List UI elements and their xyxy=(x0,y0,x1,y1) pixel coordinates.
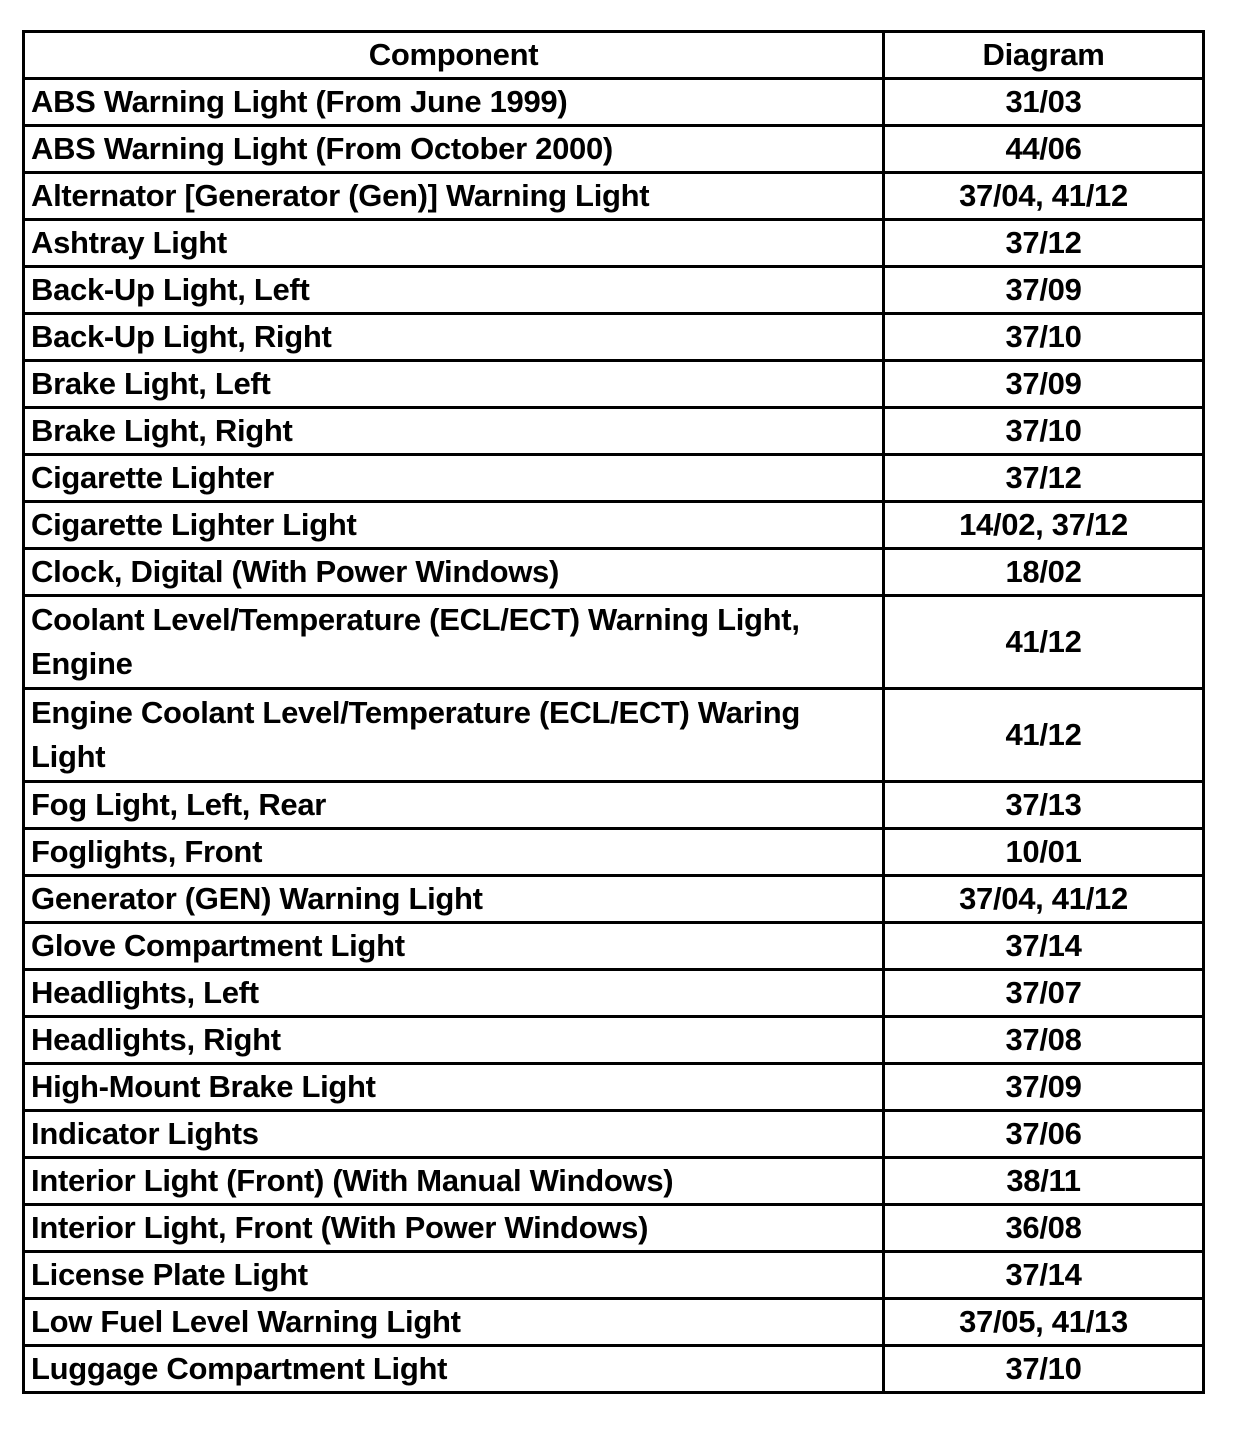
component-cell: Back-Up Light, Right xyxy=(24,314,884,361)
component-cell: Coolant Level/Temperature (ECL/ECT) Warning Light, Engine xyxy=(24,596,884,689)
component-cell: Luggage Compartment Light xyxy=(24,1346,884,1393)
table-row xyxy=(24,220,1204,267)
diagram-cell: 37/09 xyxy=(884,361,1204,408)
table-row xyxy=(24,829,1204,876)
table-row xyxy=(24,1205,1204,1252)
diagram-cell: 37/09 xyxy=(884,267,1204,314)
component-cell: License Plate Light xyxy=(24,1252,884,1299)
table-row xyxy=(24,126,1204,173)
diagram-cell: 37/10 xyxy=(884,1346,1204,1393)
table-row xyxy=(24,1299,1204,1346)
diagram-cell: 37/04, 41/12 xyxy=(884,173,1204,220)
component-cell: Cigarette Lighter Light xyxy=(24,502,884,549)
table-row xyxy=(24,1158,1204,1205)
component-cell: Indicator Lights xyxy=(24,1111,884,1158)
diagram-cell: 41/12 xyxy=(884,596,1204,689)
table-row xyxy=(24,1017,1204,1064)
diagram-cell: 18/02 xyxy=(884,549,1204,596)
table-row xyxy=(24,1252,1204,1299)
diagram-cell: 10/01 xyxy=(884,829,1204,876)
table-row xyxy=(24,502,1204,549)
component-cell: ABS Warning Light (From October 2000) xyxy=(24,126,884,173)
table-row xyxy=(24,267,1204,314)
table-row xyxy=(24,689,1204,782)
table-row xyxy=(24,361,1204,408)
table-header-row xyxy=(24,32,1204,79)
table-row xyxy=(24,596,1204,689)
table-row xyxy=(24,79,1204,126)
component-cell: Cigarette Lighter xyxy=(24,455,884,502)
table-body xyxy=(24,79,1204,1393)
component-cell: Headlights, Right xyxy=(24,1017,884,1064)
diagram-cell: 37/10 xyxy=(884,314,1204,361)
diagram-cell: 37/12 xyxy=(884,455,1204,502)
diagram-cell: 31/03 xyxy=(884,79,1204,126)
table-row xyxy=(24,923,1204,970)
diagram-cell: 41/12 xyxy=(884,689,1204,782)
diagram-cell: 37/04, 41/12 xyxy=(884,876,1204,923)
diagram-cell: 37/07 xyxy=(884,970,1204,1017)
component-cell: Engine Coolant Level/Temperature (ECL/ECT) Waring Light xyxy=(24,689,884,782)
component-cell: Brake Light, Left xyxy=(24,361,884,408)
diagram-cell: 37/12 xyxy=(884,220,1204,267)
component-cell: Interior Light (Front) (With Manual Windows) xyxy=(24,1158,884,1205)
component-diagram-table xyxy=(22,30,1205,1394)
diagram-cell: 37/10 xyxy=(884,408,1204,455)
component-cell: Clock, Digital (With Power Windows) xyxy=(24,549,884,596)
diagram-cell: 37/05, 41/13 xyxy=(884,1299,1204,1346)
table-row xyxy=(24,1111,1204,1158)
diagram-cell: 37/08 xyxy=(884,1017,1204,1064)
diagram-cell: 44/06 xyxy=(884,126,1204,173)
diagram-cell: 37/13 xyxy=(884,782,1204,829)
table-row xyxy=(24,782,1204,829)
component-cell: Interior Light, Front (With Power Windows) xyxy=(24,1205,884,1252)
diagram-cell: 36/08 xyxy=(884,1205,1204,1252)
component-cell: Brake Light, Right xyxy=(24,408,884,455)
component-cell: Low Fuel Level Warning Light xyxy=(24,1299,884,1346)
component-cell: Headlights, Left xyxy=(24,970,884,1017)
component-cell: High-Mount Brake Light xyxy=(24,1064,884,1111)
table-row xyxy=(24,549,1204,596)
component-cell: Foglights, Front xyxy=(24,829,884,876)
diagram-cell: 37/06 xyxy=(884,1111,1204,1158)
table-row xyxy=(24,970,1204,1017)
diagram-cell: 37/14 xyxy=(884,923,1204,970)
header-diagram: Diagram xyxy=(884,32,1204,79)
component-cell: Ashtray Light xyxy=(24,220,884,267)
diagram-cell: 14/02, 37/12 xyxy=(884,502,1204,549)
table-row xyxy=(24,173,1204,220)
component-cell: Alternator [Generator (Gen)] Warning Light xyxy=(24,173,884,220)
header-component: Component xyxy=(24,32,884,79)
component-diagram-table-container xyxy=(22,30,1202,1394)
component-cell: ABS Warning Light (From June 1999) xyxy=(24,79,884,126)
component-cell: Back-Up Light, Left xyxy=(24,267,884,314)
diagram-cell: 37/14 xyxy=(884,1252,1204,1299)
table-row xyxy=(24,314,1204,361)
table-row xyxy=(24,1064,1204,1111)
table-row xyxy=(24,455,1204,502)
component-cell: Generator (GEN) Warning Light xyxy=(24,876,884,923)
diagram-cell: 38/11 xyxy=(884,1158,1204,1205)
diagram-cell: 37/09 xyxy=(884,1064,1204,1111)
table-row xyxy=(24,876,1204,923)
component-cell: Glove Compartment Light xyxy=(24,923,884,970)
table-row xyxy=(24,408,1204,455)
component-cell: Fog Light, Left, Rear xyxy=(24,782,884,829)
table-row xyxy=(24,1346,1204,1393)
